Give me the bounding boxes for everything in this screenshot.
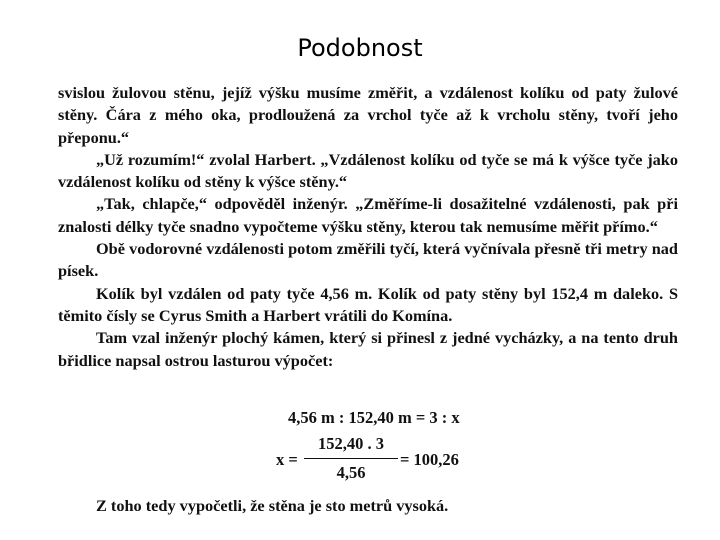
paragraph: Obě vodorovné vzdálenosti potom změřili tyčí, která vyčnívala přesně tři metry nad písek. xyxy=(58,239,678,281)
fraction-bar xyxy=(304,458,398,459)
paragraph: Tam vzal inženýr plochý kámen, který si přinesl z jedné vycházky, a na tento druh břidlice napsal ostrou lasturou výpočet: xyxy=(58,328,678,370)
proportion-equation: 4,56 m : 152,40 m = 3 : x xyxy=(288,408,460,427)
equation-result: = 100,26 xyxy=(400,450,459,469)
fraction-numerator: 152,40 . 3 xyxy=(318,434,384,453)
paragraph: „Už rozumím!“ zvolal Harbert. „Vzdálenost kolíku od tyče se má k výšce tyče jako vzdálenost kolíku od stěny k výšce stěny.“ xyxy=(58,149,678,192)
paragraph: „Tak, chlapče,“ odpověděl inženýr. „Změříme-li dosažitelné vzdálenosti, pak při znalosti délky tyče snadno vypočteme výšku stěny, kterou tak nemusíme měřit přímo.“ xyxy=(58,194,678,236)
fraction-denominator: 4,56 xyxy=(336,463,366,482)
paragraph: svislou žulovou stěnu, jejíž výšku musíme změřit, a vzdálenost kolíku od paty žulové stěny. Čára z mého oka, prodloužená za vrchol tyče až k vrcholu stěny, tvoří jeho přeponu.“ xyxy=(58,83,678,147)
fraction xyxy=(304,434,398,483)
conclusion-text: Z toho tedy vypočetli, že stěna je sto metrů vysoká. xyxy=(96,496,449,515)
scanned-text-block xyxy=(58,82,678,372)
slide-title: Podobnost xyxy=(297,34,423,62)
paragraph: Kolík byl vzdálen od paty tyče 4,56 m. Kolík od paty stěny byl 152,4 m daleko. S těmito čísly se Cyrus Smith a Harbert vrátili do Komína. xyxy=(58,283,678,325)
equation-lhs: x = xyxy=(276,450,298,469)
